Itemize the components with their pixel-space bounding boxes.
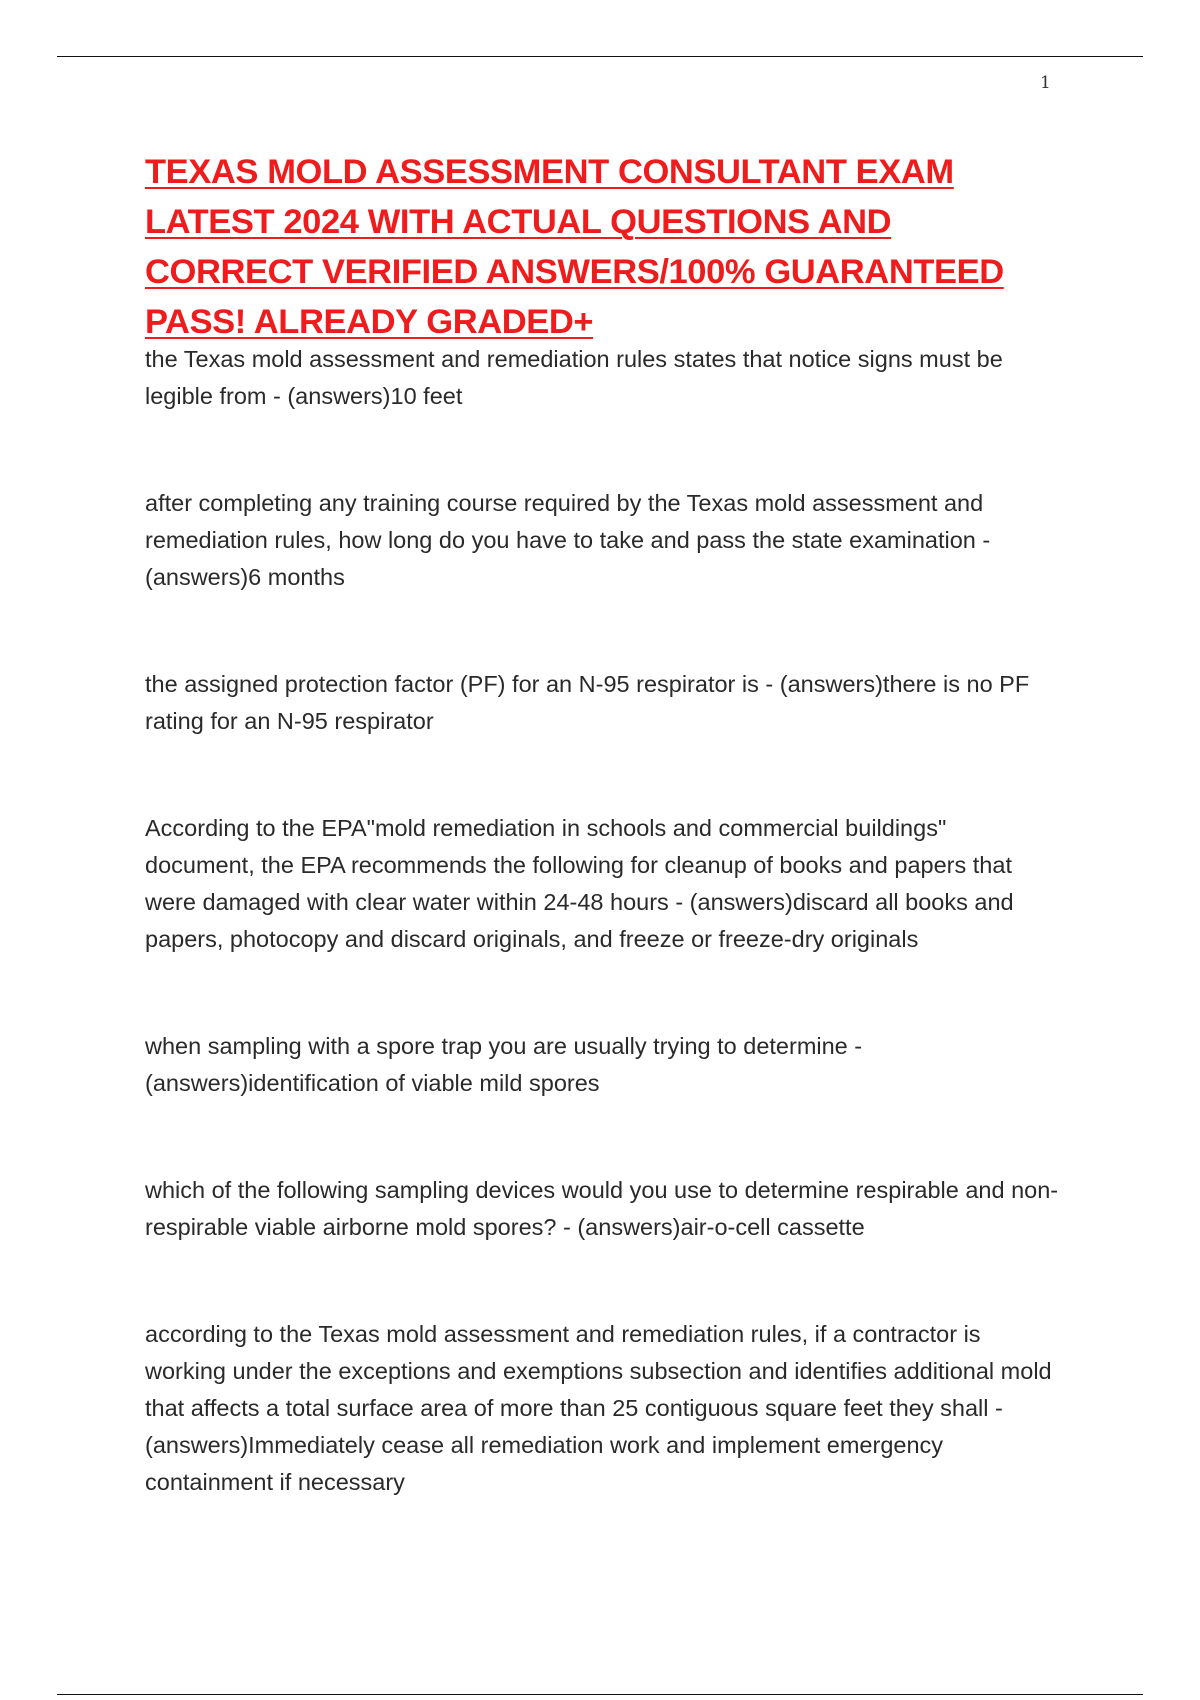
qa-item: which of the following sampling devices would you use to determine respirable and non-respirable viable airborne mold spores? - (answers)air-o-cell cassette	[145, 1177, 1059, 1240]
header-rule	[57, 56, 1143, 57]
qa-item: when sampling with a spore trap you are usually trying to determine - (answers)identification of viable mild spores	[145, 1033, 863, 1096]
qa-item: after completing any training course required by the Texas mold assessment and remediation rules, how long do you have to take and pass the state examination - (answers)6 months	[145, 490, 991, 590]
page-number: 1	[1040, 73, 1051, 93]
qa-item: According to the EPA"mold remediation in schools and commercial buildings" document, the EPA recommends the following for cleanup of books and papers that were damaged with clear water within 24-48 hours - (answers)discard all books and papers, photocopy and discard originals, and freeze or freeze-dry originals	[145, 815, 1014, 952]
qa-item: the Texas mold assessment and remediation rules states that notice signs must be legible from - (answers)10 feet	[145, 346, 1003, 409]
qa-item: according to the Texas mold assessment and remediation rules, if a contractor is working under the exceptions and exemptions subsection and identifies additional mold that affects a total surface area of more than 25 contiguous square feet they shall - (answers)Immediately cease all remediation work and implement emergency containment if necessary	[145, 1321, 1052, 1495]
document-body	[145, 147, 1060, 1501]
footer-rule	[57, 1694, 1143, 1695]
qa-item: the assigned protection factor (PF) for an N-95 respirator is - (answers)there is no PF rating for an N-95 respirator	[145, 671, 1030, 734]
document-title: TEXAS MOLD ASSESSMENT CONSULTANT EXAM LATEST 2024 WITH ACTUAL QUESTIONS AND CORRECT VERIFIED ANSWERS/100% GUARANTEED PASS! ALREADY GRADED+	[145, 153, 1004, 341]
